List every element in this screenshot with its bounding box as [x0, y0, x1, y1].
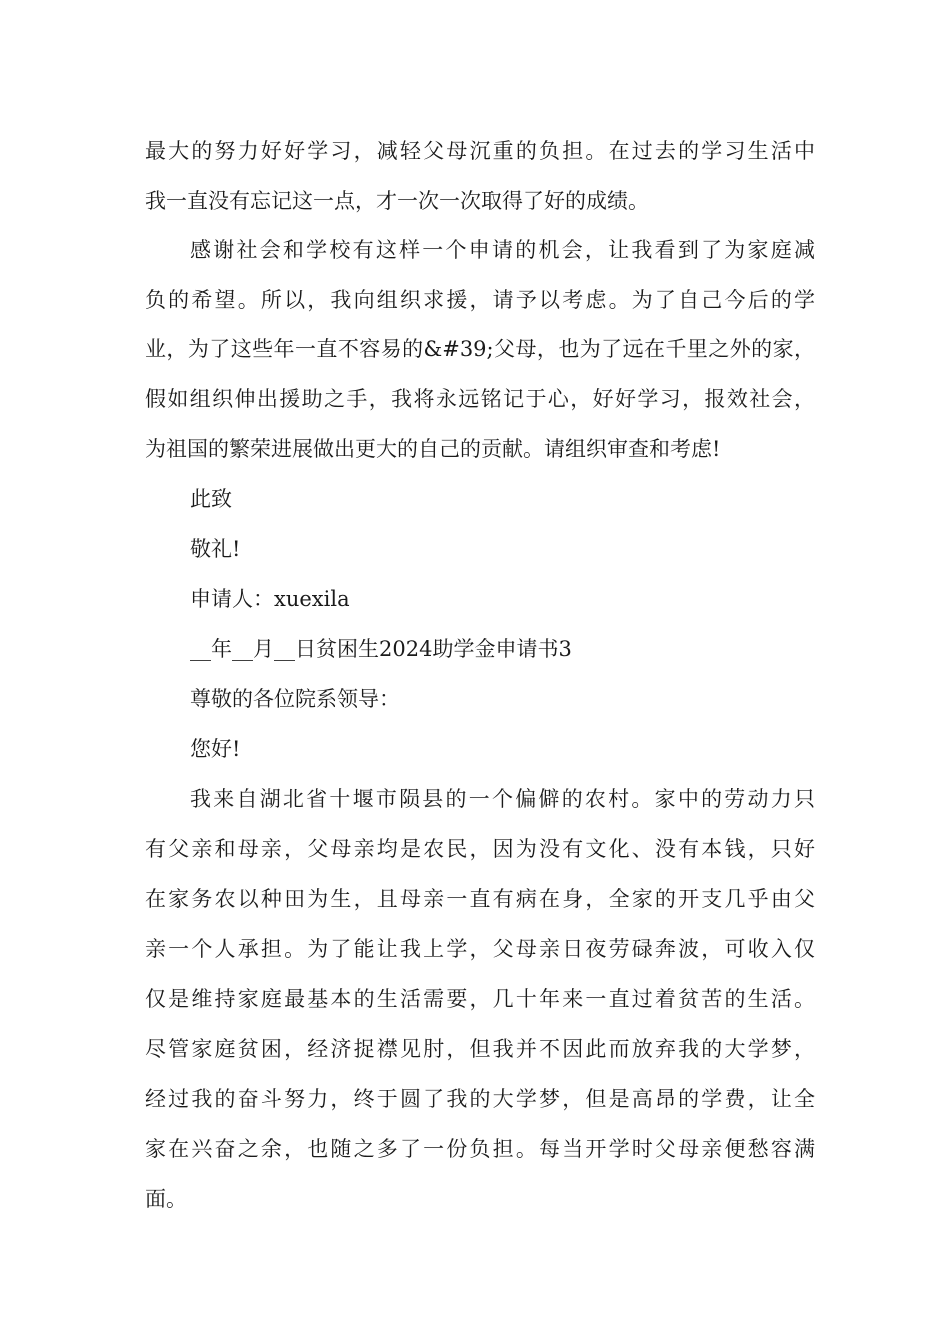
closing-regards: 敬礼! [190, 537, 241, 561]
text-line-2: 我一直没有忘记这一点，才一次一次取得了好的成绩。 [145, 189, 649, 213]
text-line-3: 感谢社会和学校有这样一个申请的机会，让我看到了为家庭减 [190, 238, 815, 262]
text-line-5: 业，为了这些年一直不容易的&#39;父母，也为了远在千里之外的家， [145, 337, 815, 361]
greeting-recipient: 尊敬的各位院系领导： [190, 687, 400, 711]
text-line-16: 在家务农以种田为生，且母亲一直有病在身，全家的开支几乎由父 [145, 887, 815, 911]
text-line-20: 经过我的奋斗努力，终于圆了我的大学梦，但是高昂的学费，让全 [145, 1087, 815, 1111]
text-line-21: 家在兴奋之余，也随之多了一份负担。每当开学时父母亲便愁容满 [145, 1137, 815, 1161]
text-line-6: 假如组织伸出援助之手，我将永远铭记于心，好好学习，报效社会， [145, 387, 815, 411]
text-line-19: 尽管家庭贫困，经济捉襟见肘，但我并不因此而放弃我的大学梦， [145, 1037, 815, 1061]
closing-salutation: 此致 [190, 487, 232, 511]
text-line-17: 亲一个人承担。为了能让我上学，父母亲日夜劳碌奔波，可收入仅 [145, 937, 815, 961]
applicant-line: 申请人：xuexila [190, 587, 350, 611]
text-line-7: 为祖国的繁荣进展做出更大的自己的贡献。请组织审查和考虑! [145, 437, 721, 461]
text-line-1: 最大的努力好好学习，减轻父母沉重的负担。在过去的学习生活中 [145, 139, 815, 163]
text-line-15: 有父亲和母亲，父母亲均是农民，因为没有文化、没有本钱，只好 [145, 837, 815, 861]
text-line-22: 面。 [145, 1187, 187, 1211]
text-line-18: 仅是维持家庭最基本的生活需要，几十年来一直过着贫苦的生活。 [145, 987, 815, 1011]
text-line-14: 我来自湖北省十堰市陨县的一个偏僻的农村。家中的劳动力只 [190, 787, 815, 811]
greeting-hello: 您好! [190, 737, 241, 761]
text-line-4: 负的希望。所以，我向组织求援，请予以考虑。为了自己今后的学 [145, 288, 815, 312]
date-and-heading-line: __年__月__日贫困生2024助学金申请书3 [190, 637, 572, 661]
